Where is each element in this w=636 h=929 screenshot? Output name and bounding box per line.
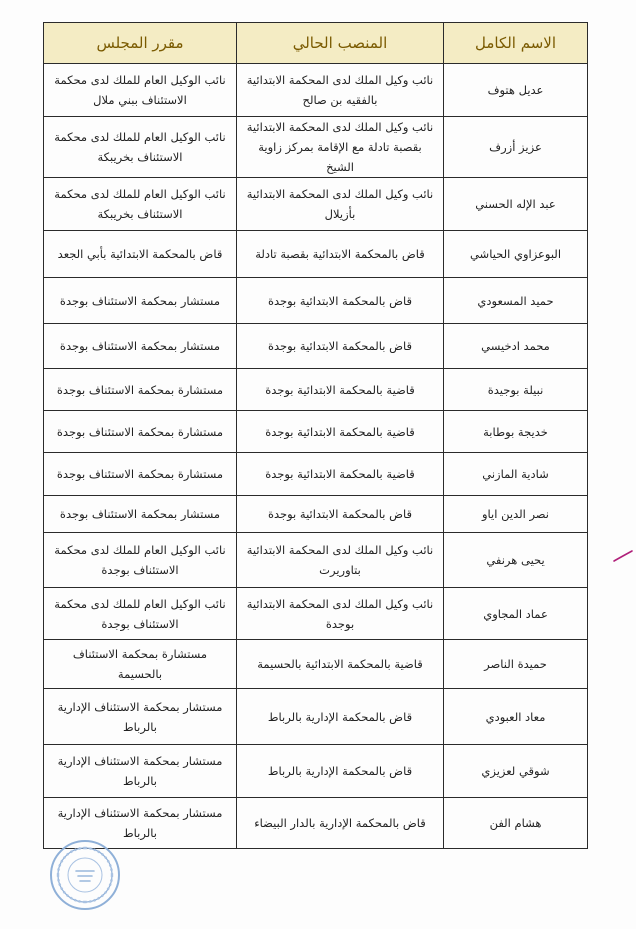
cell-council-decision: نائب الوكيل العام للملك لدى محكمة الاستئناف بخريبكة bbox=[44, 178, 237, 231]
cell-current-position: قاضية بالمحكمة الابتدائية بوجدة bbox=[237, 453, 444, 496]
table-body bbox=[44, 64, 588, 849]
table-row bbox=[44, 369, 588, 411]
cell-council-decision: مستشارة بمحكمة الاستئناف بالحسيمة bbox=[44, 640, 237, 689]
cell-current-position: قاضية بالمحكمة الابتدائية بالحسيمة bbox=[237, 640, 444, 689]
table-row bbox=[44, 278, 588, 324]
cell-current-position: قاض بالمحكمة الابتدائية بقصبة تادلة bbox=[237, 231, 444, 278]
table-row bbox=[44, 745, 588, 798]
cell-current-position: قاض بالمحكمة الإدارية بالرباط bbox=[237, 689, 444, 745]
cell-current-position: قاض بالمحكمة الابتدائية بوجدة bbox=[237, 496, 444, 533]
cell-council-decision: مستشار بمحكمة الاستئناف الإدارية بالرباط bbox=[44, 689, 237, 745]
cell-current-position: قاض بالمحكمة الابتدائية بوجدة bbox=[237, 324, 444, 369]
cell-council-decision: مستشار بمحكمة الاستئناف الإدارية بالرباط bbox=[44, 798, 237, 849]
official-seal-icon bbox=[48, 838, 122, 912]
table-row bbox=[44, 64, 588, 117]
cell-full-name: شوقي لعزيزي bbox=[444, 745, 588, 798]
header-council-decision: مقرر المجلس bbox=[44, 23, 237, 64]
cell-council-decision: مستشار بمحكمة الاستئناف بوجدة bbox=[44, 324, 237, 369]
cell-current-position: قاضية بالمحكمة الابتدائية بوجدة bbox=[237, 369, 444, 411]
cell-full-name: نبيلة بوجيدة bbox=[444, 369, 588, 411]
cell-full-name: عبد الإله الحسني bbox=[444, 178, 588, 231]
cell-full-name: حميدة الناصر bbox=[444, 640, 588, 689]
table-header-row bbox=[44, 23, 588, 64]
table-row bbox=[44, 324, 588, 369]
table-row bbox=[44, 178, 588, 231]
cell-full-name: معاد العبودي bbox=[444, 689, 588, 745]
cell-current-position: قاض بالمحكمة الابتدائية بوجدة bbox=[237, 278, 444, 324]
cell-current-position: نائب وكيل الملك لدى المحكمة الابتدائية بقصبة تادلة مع الإقامة بمركز زاوية الشيخ bbox=[237, 117, 444, 178]
cell-full-name: عديل هتوف bbox=[444, 64, 588, 117]
cell-council-decision: مستشارة بمحكمة الاستئناف بوجدة bbox=[44, 411, 237, 453]
cell-full-name: يحيى هرنفي bbox=[444, 533, 588, 588]
cell-current-position: قاض بالمحكمة الإدارية بالرباط bbox=[237, 745, 444, 798]
table-row bbox=[44, 689, 588, 745]
table-row bbox=[44, 588, 588, 640]
cell-council-decision: مستشار بمحكمة الاستئناف بوجدة bbox=[44, 278, 237, 324]
cell-council-decision: نائب الوكيل العام للملك لدى محكمة الاستئناف ببني ملال bbox=[44, 64, 237, 117]
cell-full-name: البوعزاوي الحياشي bbox=[444, 231, 588, 278]
table-row bbox=[44, 453, 588, 496]
cell-current-position: نائب وكيل الملك لدى المحكمة الابتدائية بوجدة bbox=[237, 588, 444, 640]
cell-council-decision: قاض بالمحكمة الابتدائية بأبي الجعد bbox=[44, 231, 237, 278]
cell-full-name: شادية المازني bbox=[444, 453, 588, 496]
cell-full-name: حميد المسعودي bbox=[444, 278, 588, 324]
cell-full-name: عزيز أزرف bbox=[444, 117, 588, 178]
cell-current-position: قاضية بالمحكمة الابتدائية بوجدة bbox=[237, 411, 444, 453]
cell-current-position: قاض بالمحكمة الإدارية بالدار البيضاء bbox=[237, 798, 444, 849]
table-row bbox=[44, 117, 588, 178]
cell-council-decision: مستشارة بمحكمة الاستئناف بوجدة bbox=[44, 369, 237, 411]
cell-current-position: نائب وكيل الملك لدى المحكمة الابتدائية بالفقيه بن صالح bbox=[237, 64, 444, 117]
cell-full-name: نصر الدين اياو bbox=[444, 496, 588, 533]
cell-council-decision: مستشار بمحكمة الاستئناف الإدارية بالرباط bbox=[44, 745, 237, 798]
cell-full-name: خديجة بوطابة bbox=[444, 411, 588, 453]
table-row bbox=[44, 533, 588, 588]
cell-full-name: محمد ادخيسي bbox=[444, 324, 588, 369]
cell-full-name: عماد المجاوي bbox=[444, 588, 588, 640]
pen-stroke-mark-icon bbox=[612, 548, 634, 564]
table-row bbox=[44, 231, 588, 278]
cell-current-position: نائب وكيل الملك لدى المحكمة الابتدائية بأزيلال bbox=[237, 178, 444, 231]
header-current-position: المنصب الحالي bbox=[237, 23, 444, 64]
table-row bbox=[44, 496, 588, 533]
cell-council-decision: نائب الوكيل العام للملك لدى محكمة الاستئناف بوجدة bbox=[44, 533, 237, 588]
table-row bbox=[44, 798, 588, 849]
cell-council-decision: مستشار بمحكمة الاستئناف بوجدة bbox=[44, 496, 237, 533]
cell-council-decision: مستشارة بمحكمة الاستئناف بوجدة bbox=[44, 453, 237, 496]
table-row bbox=[44, 411, 588, 453]
appointments-table bbox=[43, 22, 588, 849]
header-full-name: الاسم الكامل bbox=[444, 23, 588, 64]
cell-current-position: نائب وكيل الملك لدى المحكمة الابتدائية بتاوريرت bbox=[237, 533, 444, 588]
table-row bbox=[44, 640, 588, 689]
cell-council-decision: نائب الوكيل العام للملك لدى محكمة الاستئناف بخريبكة bbox=[44, 117, 237, 178]
cell-council-decision: نائب الوكيل العام للملك لدى محكمة الاستئناف بوجدة bbox=[44, 588, 237, 640]
cell-full-name: هشام الفن bbox=[444, 798, 588, 849]
